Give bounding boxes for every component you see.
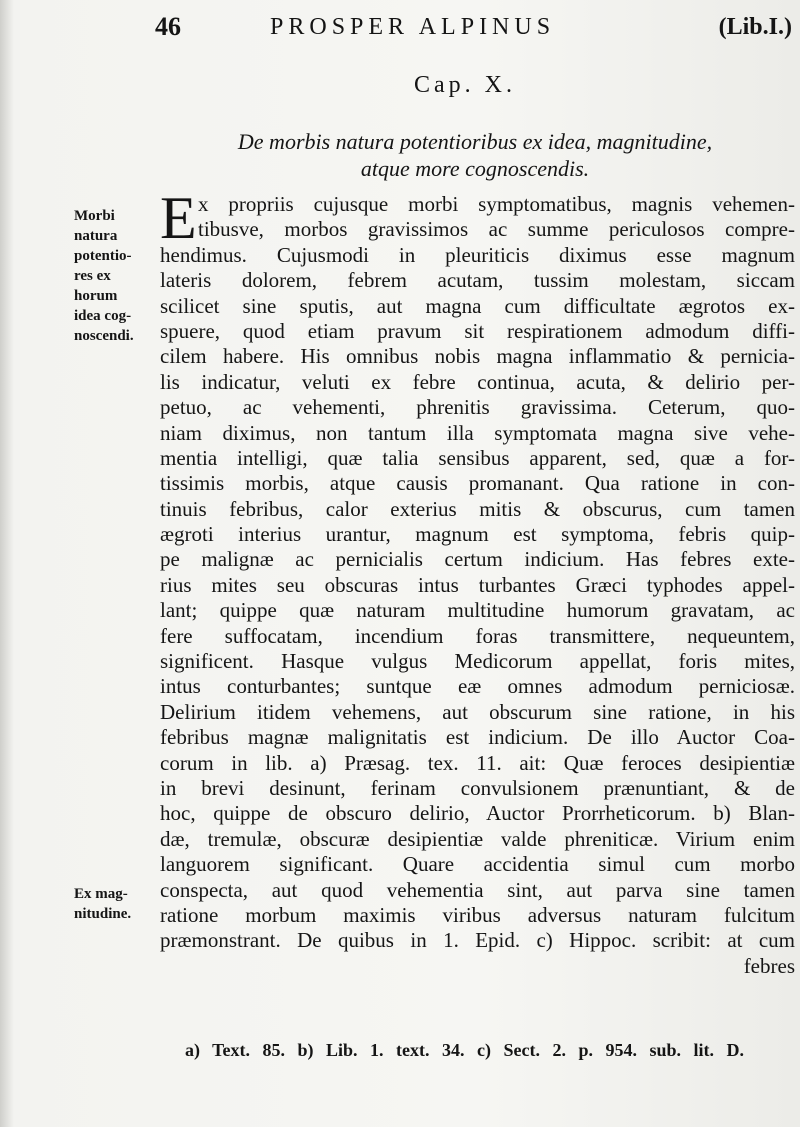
chapter-subtitle bbox=[155, 128, 795, 182]
subtitle-line: atque more cognoscendis. bbox=[360, 156, 590, 181]
text-line: Delirium itidem vehemens, aut obscurum sine ratione, in his bbox=[160, 699, 795, 724]
book-reference: (Lib.I.) bbox=[718, 14, 792, 40]
margin-note-magnitudine bbox=[74, 884, 156, 924]
text-line: significent. Hasque vulgus Medicorum appellat, foris mites, bbox=[160, 649, 795, 674]
margin-note-line: Ex mag- bbox=[74, 886, 128, 902]
footnotes: a) Text. 85. b) Lib. 1. text. 34. c) Sect. 2. p. 954. sub. lit. D. bbox=[185, 1040, 745, 1060]
text-line: spuere, quod etiam pravum sit respirationem admodum diffi- bbox=[160, 318, 795, 343]
text-line: tibusve, morbos gravissimos ac summe periculosos compre- bbox=[198, 217, 795, 242]
text-line: dæ, tremulæ, obscuræ desipientiæ valde phreniticæ. Virium enim bbox=[160, 826, 795, 851]
margin-note-line: potentio- bbox=[74, 248, 132, 264]
text-line: corum in lib. a) Præsag. tex. 11. ait: Quæ feroces desipientiæ bbox=[160, 750, 795, 775]
body-text bbox=[160, 192, 795, 979]
text-line: cilem habere. His omnibus nobis magna inflammatio & pernicia- bbox=[160, 344, 795, 369]
margin-note-line: res ex bbox=[74, 268, 111, 284]
text-line: ægroti interius urantur, magnum est symptoma, febris quip- bbox=[160, 522, 795, 547]
text-line: fere suffocatam, incendium foras transmittere, nequeuntem, bbox=[160, 623, 795, 648]
margin-note-line: nitudine. bbox=[74, 906, 132, 922]
text-line: mentia intelligi, quæ talia sensibus apparent, sed, quæ a for- bbox=[160, 445, 795, 470]
text-line: petuo, ac vehementi, phrenitis gravissima. Ceterum, quo- bbox=[160, 395, 795, 420]
margin-note-line: Morbi bbox=[74, 208, 115, 224]
text-line: ratione morbum maximis viribus adversus naturam fulcitum bbox=[160, 902, 795, 927]
margin-note-line: horum bbox=[74, 288, 118, 304]
text-line: lant; quippe quæ naturam multitudine humorum gravatam, ac bbox=[160, 598, 795, 623]
text-line: x propriis cujusque morbi symptomatibus, magnis vehemen- bbox=[198, 192, 795, 216]
text-line: hoc, quippe de obscuro delirio, Auctor Prorrheticorum. b) Blan- bbox=[160, 801, 795, 826]
text-line: hendimus. Cujusmodi in pleuriticis diximus esse magnum bbox=[160, 242, 795, 267]
running-head: PROSPER ALPINUS bbox=[270, 14, 556, 40]
text-line: tinuis febribus, calor exterius mitis & obscurus, cum tamen bbox=[160, 496, 795, 521]
text-line: in brevi desinunt, ferinam convulsionem prænuntiant, & de bbox=[160, 775, 795, 800]
catchword: febres bbox=[743, 953, 795, 978]
text-line: præmonstrant. De quibus in 1. Epid. c) Hippoc. scribit: at cum bbox=[160, 928, 795, 953]
text-line: conspecta, aut quod vehementia sint, aut parva sine tamen bbox=[160, 877, 795, 902]
text-line: pe malignæ ac pernicialis certum indicium. Has febres exte- bbox=[160, 547, 795, 572]
text-line: rius mites seu obscuras intus turbantes Græci typhodes appel- bbox=[160, 572, 795, 597]
text-line: intus conturbantes; suntque eæ omnes admodum perniciosæ. bbox=[160, 674, 795, 699]
drop-cap: E bbox=[160, 185, 197, 251]
text-line: lateris dolorem, febrem acutam, tussim molestam, siccam bbox=[160, 268, 795, 293]
margin-note-line: noscendi. bbox=[74, 328, 134, 344]
margin-note-idea bbox=[74, 206, 156, 346]
text-line: languorem significant. Quare accidentia simul cum morbo bbox=[160, 852, 795, 877]
subtitle-line: De morbis natura potentioribus ex idea, magnitudine, bbox=[237, 129, 713, 154]
margin-note-line: idea cog- bbox=[74, 308, 132, 324]
margin-note-line: natura bbox=[74, 228, 118, 244]
text-line: lis indicatur, veluti ex febre continua, acuta, & delirio per- bbox=[160, 369, 795, 394]
page-header bbox=[155, 12, 792, 52]
text-line: tissimis morbis, atque causis promanant. Qua ratione in con- bbox=[160, 471, 795, 496]
text-line: febribus magnæ malignitatis est indicium. De illo Auctor Coa- bbox=[160, 725, 795, 750]
page-number: 46 bbox=[155, 12, 181, 41]
chapter-heading: Cap. X. bbox=[414, 72, 516, 98]
text-line: niam diximus, non tantum illa symptomata magna sive vehe- bbox=[160, 420, 795, 445]
text-line: scilicet sine sputis, aut magna cum difficultate ægrotos ex- bbox=[160, 293, 795, 318]
